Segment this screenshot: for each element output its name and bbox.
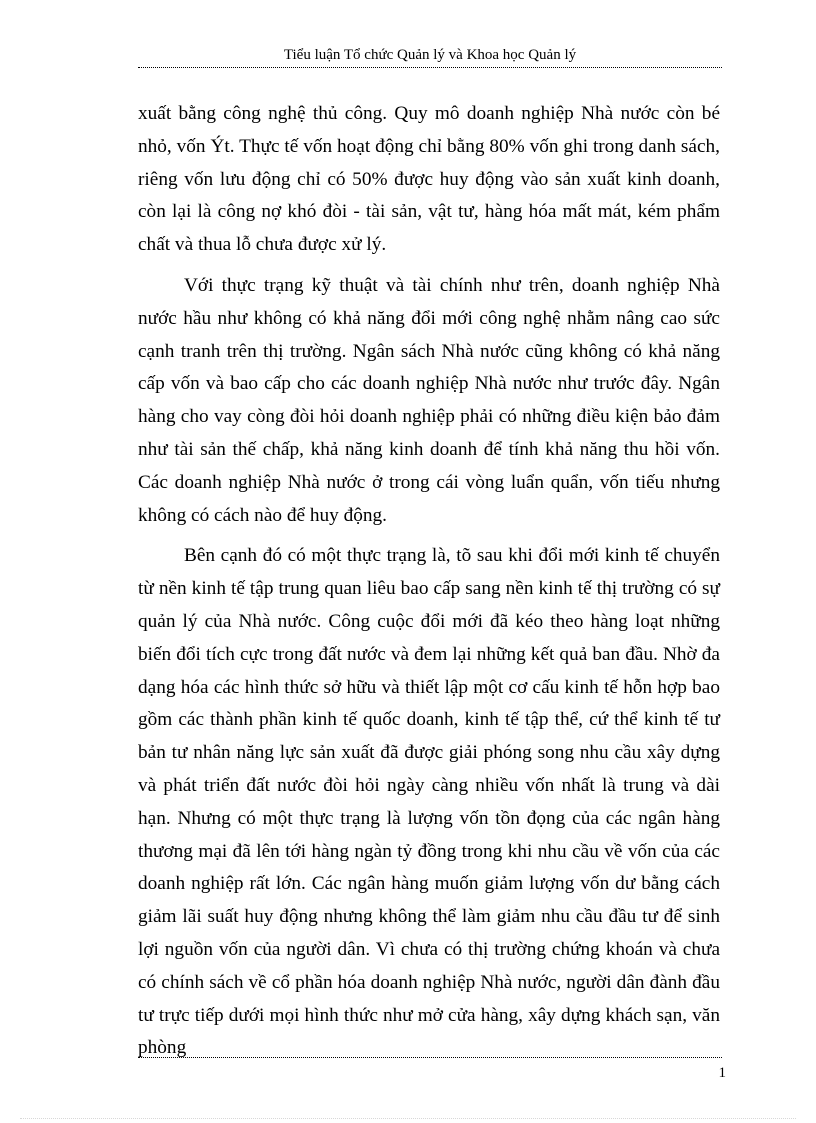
paragraph: xuất bằng công nghệ thủ công. Quy mô doanh nghiệp Nhà nước còn bé nhỏ, vốn Ýt. Thực tế vốn hoạt động chỉ bằng 80% vốn ghi trong danh sách, riêng vốn lưu động chỉ có 50% được huy động vào sản xuất kinh doanh, còn lại là công nợ khó đòi - tài sản, vật tư, hàng hóa mất mát, kém phẩm chất và thua lỗ chưa được xử lý. (138, 103, 720, 256)
paragraph: Với thực trạng kỹ thuật và tài chính như trên, doanh nghiệp Nhà nước hầu như không có khả năng đổi mới công nghệ nhằm nâng cao sức cạnh tranh trên thị trường. Ngân sách Nhà nước cũng không có khả năng cấp vốn và bao cấp cho các doanh nghiệp Nhà nước như trước đây. Ngân hàng cho vay còng đòi hỏi doanh nghiệp phải có những điều kiện bảo đảm như tài sản thế chấp, khả năng kinh doanh để tính khả năng thu hồi vốn. Các doanh nghiệp Nhà nước ở trong cái vòng luẩn quẩn, vốn tiếu nhưng không có cách nào để huy động. (138, 274, 720, 526)
page-edge-divider (20, 1118, 796, 1119)
paragraph: Bên cạnh đó có một thực trạng là, tõ sau khi đổi mới kinh tế chuyển từ nền kinh tế tập trung quan liêu bao cấp sang nền kinh tế thị trường có sự quản lý của Nhà nước. Công cuộc đổi mới đã kéo theo hàng loạt những biến đổi tích cực trong đất nước và đem lại những kết quả ban đầu. Nhờ đa dạng hóa các hình thức sở hữu và thiết lập một cơ cấu kinh tế hỗn hợp bao gồm các thành phần kinh tế quốc doanh, kinh tế tập thể, cứ thể kinh tế tư bản tư nhân năng lực sản xuất đã được giải phóng song nhu cầu xây dựng và phát triển đất nước đòi hỏi ngày càng nhiều vốn nhất là trung và dài hạn. Nhưng có một thực trạng là lượng vốn tồn đọng của các ngân hàng thương mại đã lên tới hàng ngàn tỷ đồng trong khi nhu cầu về vốn của các doanh nghiệp rất lớn. Các ngân hàng muốn giảm lượng vốn dư bằng cách giảm lãi suất huy động nhưng không thể làm giảm nhu cầu đầu tư để sinh lợi nguồn vốn của người dân. Vì chưa có thị trường chứng khoán và chưa có chính sách về cổ phần hóa doanh nghiệp Nhà nước, người dân đành đầu tư trực tiếp dưới mọi hình thức như mở cửa hàng, xây dựng khách sạn, văn phòng (138, 545, 720, 1059)
page-header-title: Tiểu luận Tổ chức Quản lý và Khoa học Quản lý (283, 47, 577, 63)
footer-divider (138, 1057, 722, 1058)
document-body (138, 98, 720, 1073)
header-divider (138, 67, 722, 68)
page-number: 1 (718, 1065, 726, 1081)
